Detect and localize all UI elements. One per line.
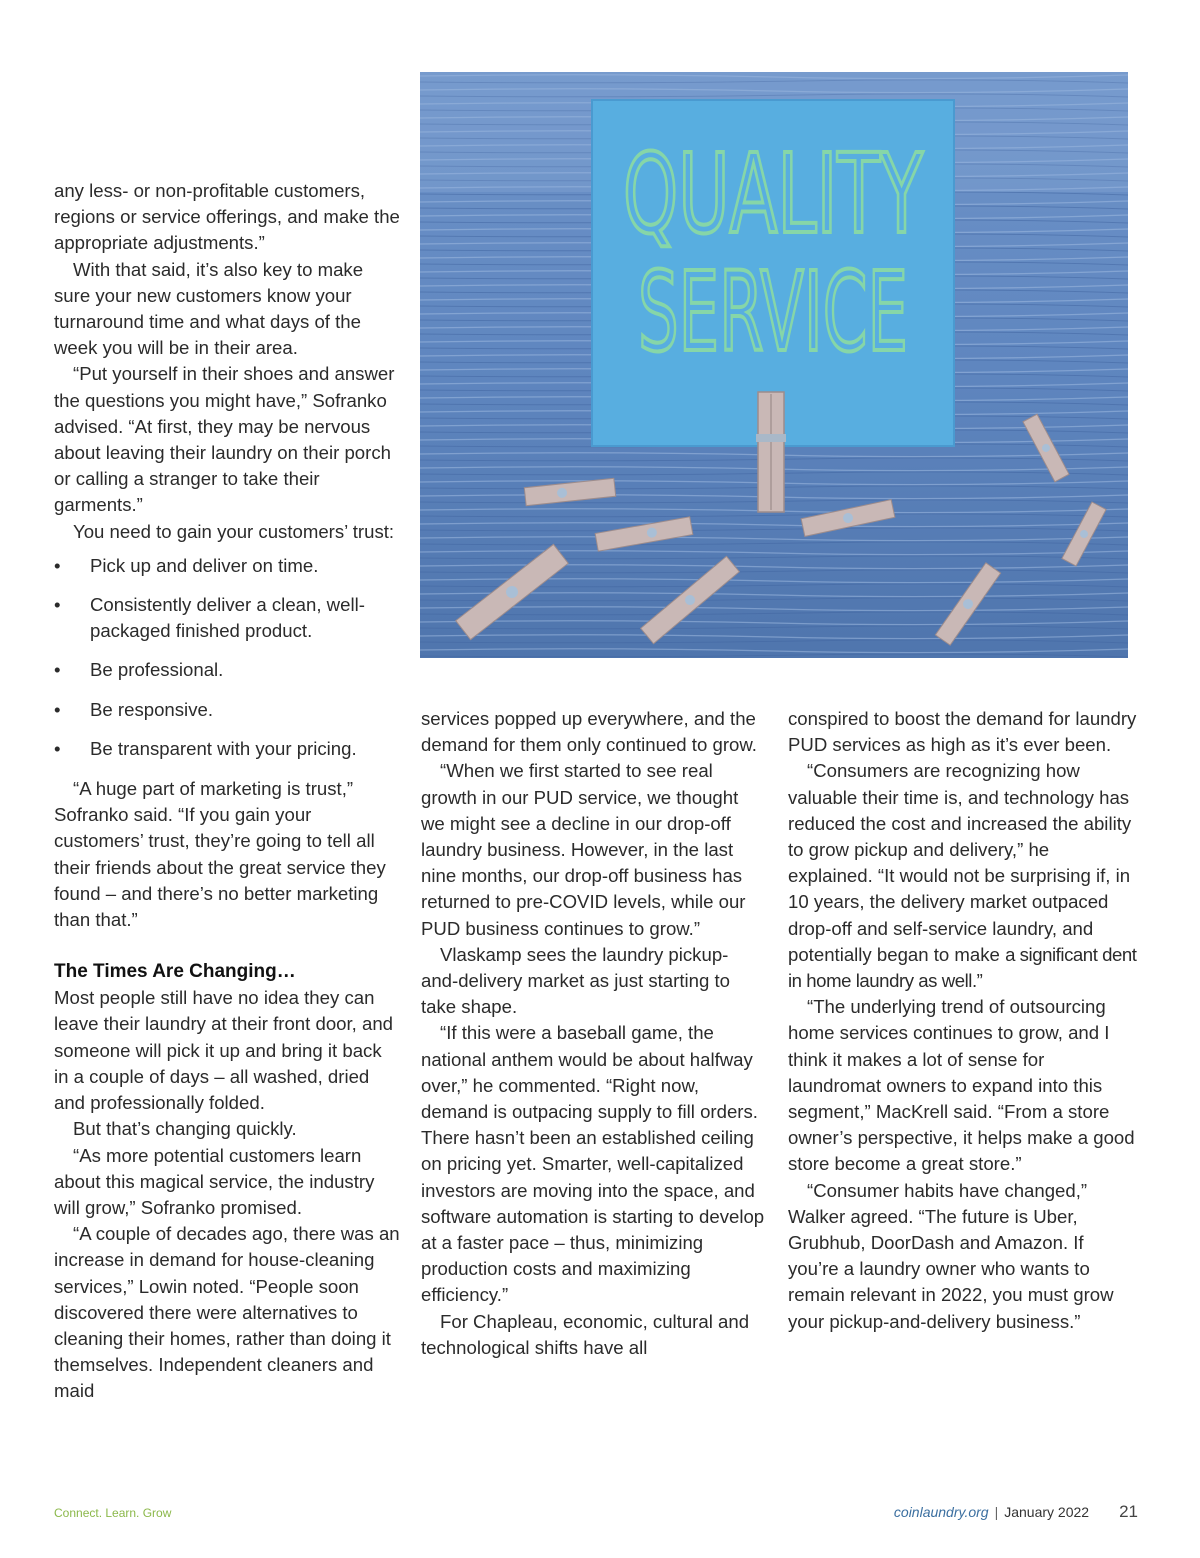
article-column-3 <box>788 706 1138 1335</box>
sign-text-line-1: QUALITY <box>623 130 924 258</box>
footer-info <box>894 1502 1138 1522</box>
bullet-glyph: • <box>54 737 61 759</box>
footer-tagline: Connect. Learn. Grow <box>54 1506 172 1520</box>
article-column-1 <box>54 178 400 1405</box>
bullet-glyph: • <box>54 554 61 576</box>
trust-bullet-list <box>54 553 400 762</box>
paragraph: “The underlying trend of outsourcing home services continues to grow, and I think it makes a lot of sense for laundromat owners to expand into this segment,” MacKrell said. “From a store owner’s perspective, it helps make a good store become a great store.” <box>788 996 1135 1175</box>
bullet-item <box>54 592 400 644</box>
quality-service-photo <box>420 72 1128 658</box>
bullet-text: Consistently deliver a clean, well-packaged finished product. <box>90 594 365 642</box>
sign-text-line-2: SERVICE <box>638 248 908 376</box>
bullet-glyph: • <box>54 594 61 616</box>
paragraph: Most people still have no idea they can leave their laundry at their front door, and someone will pick it up and bring it back in a couple of days – all washed, dried and professionally folded. <box>54 987 394 1114</box>
paragraph: “When we first started to see real growth in our PUD service, we thought we might see a decline in our drop-off laundry business. However, in the last nine months, our drop-off business has returned to pre-COVID levels, while our PUD business continues to grow.” <box>421 760 746 939</box>
bullet-glyph: • <box>54 698 61 720</box>
bullet-text: Pick up and deliver on time. <box>90 554 319 576</box>
paragraph: any less- or non-profitable customers, regions or service offerings, and make the appropriate adjustments.” <box>54 180 400 254</box>
bullet-text: Be professional. <box>90 659 224 681</box>
bullet-item <box>54 553 400 579</box>
paragraph: “As more potential customers learn about this magical service, the industry will grow,” Sofranko promised. <box>54 1144 375 1218</box>
paragraph-text: “Consumers are recognizing how valuable their time is, and technology has reduced the cost and increased the ability to grow pickup and delivery,” he explained. “It would not be surprising if, in 10 years, the delivery market outpaced drop-off and self-service laundry, and potentially began to make <box>788 760 1132 965</box>
paragraph: But that’s changing quickly. <box>73 1118 297 1140</box>
footer-date: January 2022 <box>1004 1504 1090 1520</box>
bullet-item <box>54 697 400 723</box>
section-heading: The Times Are Changing… <box>54 961 296 983</box>
bullet-item <box>54 736 400 762</box>
bullet-glyph: • <box>54 659 61 681</box>
paragraph: With that said, it’s also key to make sure your new customers know your turnaround time and what days of the week you will be in their area. <box>54 258 364 359</box>
paragraph: For Chapleau, economic, cultural and technological shifts have all <box>421 1310 750 1358</box>
paragraph: “Consumer habits have changed,” Walker agreed. “The future is Uber, Grubhub, DoorDash and Amazon. If you’re a laundry owner who wants to remain relevant in 2022, you must grow your pickup-and-delivery business.” <box>788 1179 1114 1332</box>
article-column-2 <box>421 706 765 1361</box>
clothespin-icon <box>756 392 786 512</box>
paragraph: services popped up everywhere, and the demand for them only continued to grow. <box>421 708 757 756</box>
bullet-text: Be responsive. <box>90 698 213 720</box>
paragraph: You need to gain your customers’ trust: <box>73 520 395 542</box>
paragraph: conspired to boost the demand for laundry PUD services as high as it’s ever been. <box>788 708 1137 756</box>
paragraph <box>788 758 1138 994</box>
paragraph-text: a significant dent in home laundry as well.” <box>788 943 1137 992</box>
footer-separator: | <box>994 1504 999 1520</box>
paragraph: “A couple of decades ago, there was an increase in demand for house-cleaning services,” Lowin noted. “People soon discovered there were alternatives to cleaning their homes, rather than doing it themselves. Independent cleaners and maid <box>54 1223 400 1402</box>
paragraph: Vlaskamp sees the laundry pickup-and-delivery market as just starting to take shape. <box>421 943 730 1018</box>
footer-site-link[interactable]: coinlaundry.org <box>893 1504 989 1520</box>
paragraph: “If this were a baseball game, the national anthem would be about halfway over,” he commented. “Right now, demand is outpacing supply to fill orders. There hasn’t been an established ceiling on pricing yet. Smarter, well-capitalized investors are moving into the space, and software automation is starting to develop at a faster pace – thus, minimizing production costs and maximizing efficiency.” <box>421 1022 765 1306</box>
page-number: 21 <box>1119 1502 1138 1521</box>
paragraph: “A huge part of marketing is trust,” Sofranko said. “If you gain your customers’ trust, they’re going to tell all their friends about the great service they found – and there’s no better marketing than that.” <box>54 778 386 931</box>
bullet-item <box>54 657 400 683</box>
paragraph: “Put yourself in their shoes and answer the questions you might have,” Sofranko advised. “At first, they may be nervous about leaving their laundry on their porch or calling a stranger to take their garments.” <box>54 363 395 516</box>
bullet-text: Be transparent with your pricing. <box>90 737 357 759</box>
